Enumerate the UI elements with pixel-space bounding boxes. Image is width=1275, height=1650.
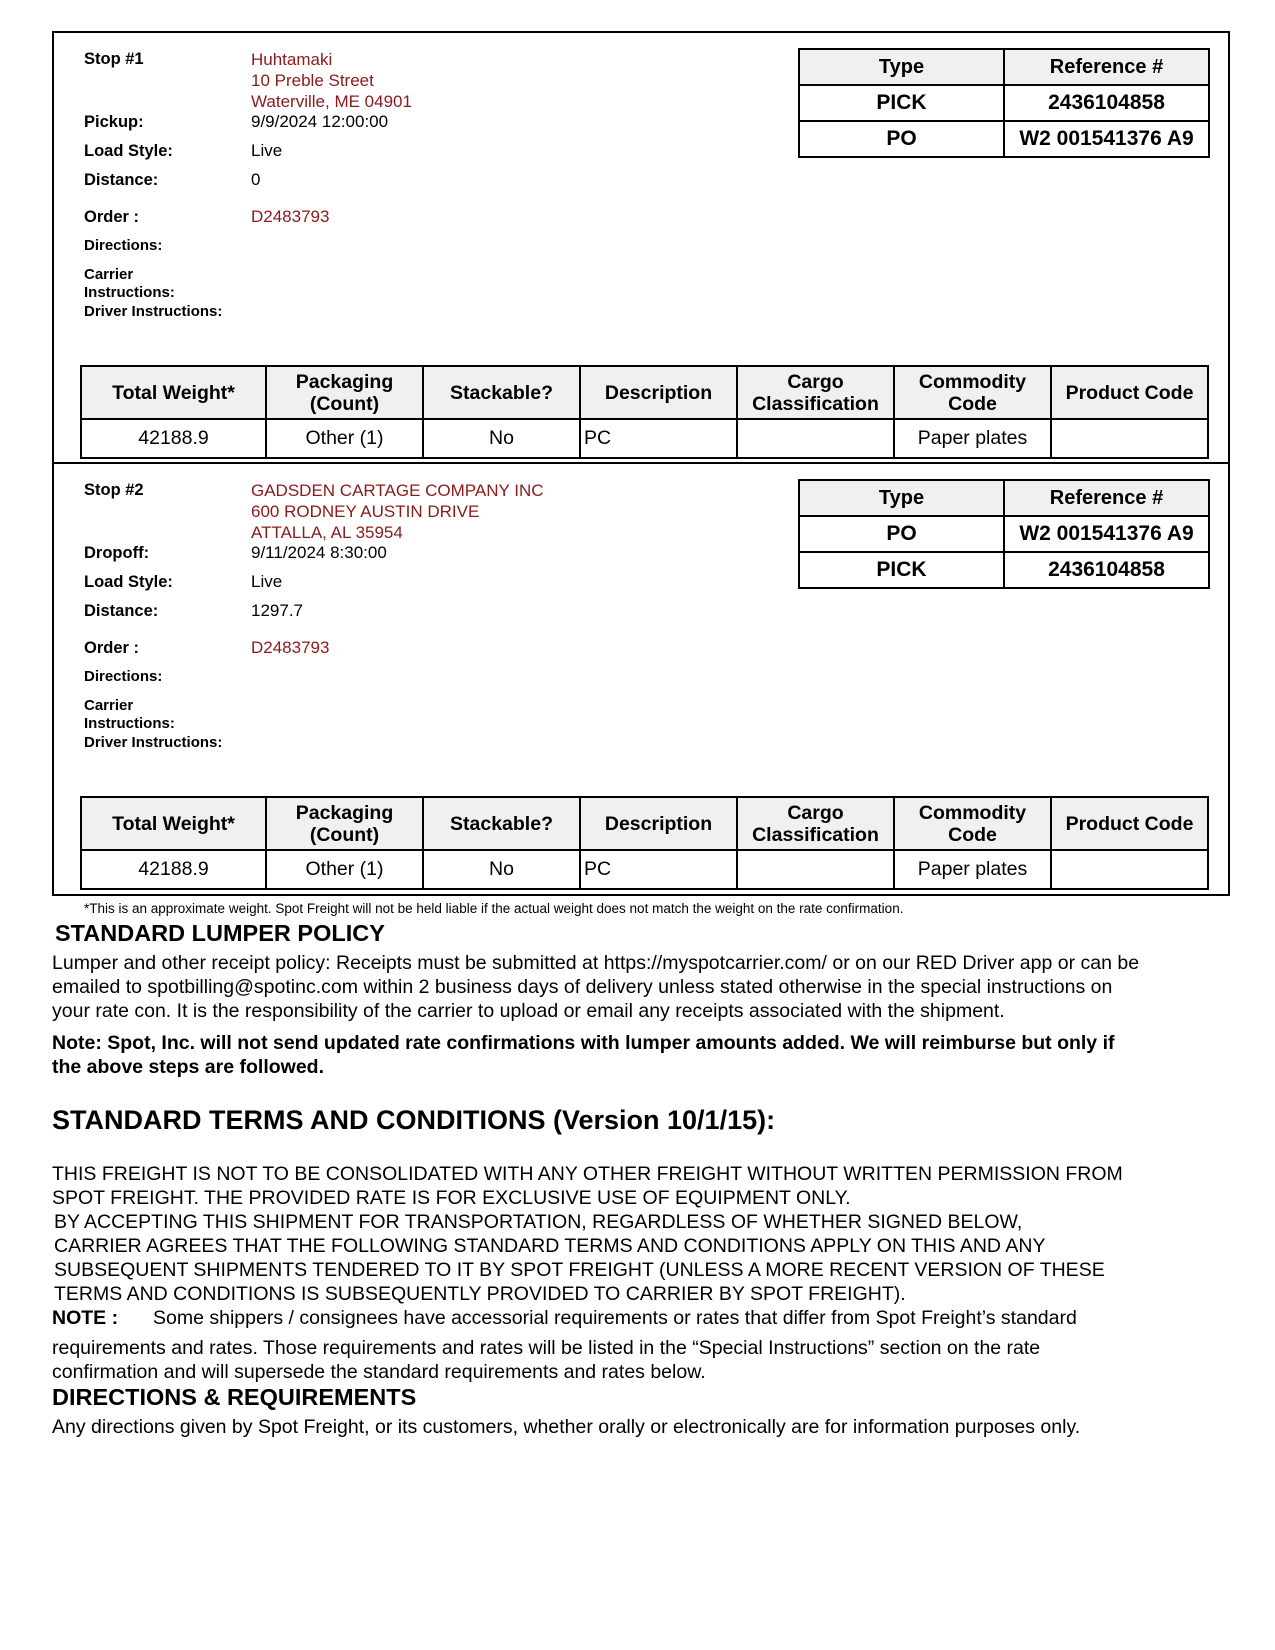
ref-number-cell: W2 001541376 A9 xyxy=(1004,516,1209,552)
cargo-header: Product Code xyxy=(1051,366,1208,419)
ref-type-cell: PO xyxy=(799,121,1004,157)
cargo-header: Total Weight* xyxy=(81,797,266,850)
stop-1-driver-label: Driver Instructions: xyxy=(84,303,223,320)
cargo-header: Commodity Code xyxy=(894,366,1051,419)
ref-header-type: Type xyxy=(799,480,1004,516)
cargo-cell xyxy=(1051,850,1208,889)
ref-number-cell: W2 001541376 A9 xyxy=(1004,121,1209,157)
lumper-heading: STANDARD LUMPER POLICY xyxy=(55,920,385,946)
cargo-cell: Paper plates xyxy=(894,419,1051,458)
cargo-header: Stackable? xyxy=(423,797,580,850)
stop-1-load-style-label: Load Style: xyxy=(84,142,173,160)
stop-1-order-label: Order : xyxy=(84,208,140,226)
stop-1-title: Stop #1 xyxy=(84,50,144,68)
cargo-header: Commodity Code xyxy=(894,797,1051,850)
ref-header-type: Type xyxy=(799,49,1004,85)
stop-2-cargo-table xyxy=(80,796,1209,890)
stop-1-time-label: Pickup: xyxy=(84,113,144,131)
stop-2-time-value: 9/11/2024 8:30:00 xyxy=(251,543,387,562)
stop-1-address2: Waterville, ME 04901 xyxy=(251,92,412,111)
lumper-note-2: the above steps are followed. xyxy=(52,1056,324,1078)
terms-note-line-2: requirements and rates. Those requirements and rates will be listed in the “Special Instructions” section on the rate xyxy=(52,1337,1041,1359)
ref-number-cell: 2436104858 xyxy=(1004,552,1209,588)
table-row xyxy=(81,419,1208,458)
table-row xyxy=(799,516,1209,552)
cargo-cell: No xyxy=(423,419,580,458)
table-row xyxy=(799,121,1209,157)
terms-note-label: NOTE : xyxy=(52,1307,119,1329)
stop-1-directions-label: Directions: xyxy=(84,237,163,254)
stop-2-address1: 600 RODNEY AUSTIN DRIVE xyxy=(251,502,480,521)
stop-2-driver-label: Driver Instructions: xyxy=(84,734,223,751)
stop-1-distance-value: 0 xyxy=(251,170,261,189)
stop-1-cargo-table xyxy=(80,365,1209,459)
stop-2-address2: ATTALLA, AL 35954 xyxy=(251,523,403,542)
stop-2-name: GADSDEN CARTAGE COMPANY INC xyxy=(251,481,544,500)
table-row xyxy=(799,85,1209,121)
cargo-header: Cargo Classification xyxy=(737,366,894,419)
ref-type-cell: PO xyxy=(799,516,1004,552)
ref-type-cell: PICK xyxy=(799,552,1004,588)
stop-1-name: Huhtamaki xyxy=(251,50,333,69)
lumper-line-1: Lumper and other receipt policy: Receipts must be submitted at https://myspotcarrier.com/ or on our RED Driver app or can be xyxy=(52,952,1140,974)
lumper-note-1: Note: Spot, Inc. will not send updated rate confirmations with lumper amounts added. We will reimburse but only if xyxy=(52,1032,1115,1054)
terms-p2-line-4: TERMS AND CONDITIONS IS SUBSEQUENTLY PROVIDED TO CARRIER BY SPOT FREIGHT). xyxy=(54,1283,906,1305)
cargo-cell xyxy=(737,850,894,889)
stop-2-carrier-label: Carrier xyxy=(84,697,134,714)
cargo-cell xyxy=(737,419,894,458)
cargo-header: Packaging (Count) xyxy=(266,797,423,850)
directions-heading: DIRECTIONS & REQUIREMENTS xyxy=(52,1384,417,1410)
stop-2-carrier-label-2: Instructions: xyxy=(84,715,175,732)
cargo-cell: Other (1) xyxy=(266,850,423,889)
cargo-cell: 42188.9 xyxy=(81,850,266,889)
table-row xyxy=(81,850,1208,889)
terms-note-line-3: confirmation and will supersede the standard requirements and rates below. xyxy=(52,1361,706,1383)
cargo-cell: Other (1) xyxy=(266,419,423,458)
stop-2-distance-label: Distance: xyxy=(84,602,159,620)
terms-p1-line-2: SPOT FREIGHT. THE PROVIDED RATE IS FOR EXCLUSIVE USE OF EQUIPMENT ONLY. xyxy=(52,1187,851,1209)
terms-p2-line-1: BY ACCEPTING THIS SHIPMENT FOR TRANSPORTATION, REGARDLESS OF WHETHER SIGNED BELOW, xyxy=(54,1211,1023,1233)
cargo-cell: PC xyxy=(580,419,737,458)
ref-type-cell: PICK xyxy=(799,85,1004,121)
stop-1-time-value: 9/9/2024 12:00:00 xyxy=(251,112,389,131)
cargo-header: Stackable? xyxy=(423,366,580,419)
cargo-header: Product Code xyxy=(1051,797,1208,850)
stop-1-reference-table xyxy=(798,48,1210,158)
ref-header-ref: Reference # xyxy=(1004,49,1209,85)
stop-1-carrier-label-2: Instructions: xyxy=(84,284,175,301)
cargo-header: Total Weight* xyxy=(81,366,266,419)
cargo-cell xyxy=(1051,419,1208,458)
cargo-header: Description xyxy=(580,366,737,419)
stop-1-carrier-label: Carrier xyxy=(84,266,134,283)
cargo-header: Packaging (Count) xyxy=(266,366,423,419)
ref-number-cell: 2436104858 xyxy=(1004,85,1209,121)
table-row xyxy=(799,552,1209,588)
stop-2-load-style-label: Load Style: xyxy=(84,573,173,591)
cargo-cell: PC xyxy=(580,850,737,889)
weight-footnote: *This is an approximate weight. Spot Freight will not be held liable if the actual weight does not match the weight on the rate confirmation. xyxy=(84,901,904,916)
cargo-header: Cargo Classification xyxy=(737,797,894,850)
stop-2-directions-label: Directions: xyxy=(84,668,163,685)
ref-header-ref: Reference # xyxy=(1004,480,1209,516)
stop-2-distance-value: 1297.7 xyxy=(251,601,303,620)
stop-1-order-value: D2483793 xyxy=(251,207,330,226)
stop-2-order-label: Order : xyxy=(84,639,140,657)
terms-p2-line-3: SUBSEQUENT SHIPMENTS TENDERED TO IT BY SPOT FREIGHT (UNLESS A MORE RECENT VERSION OF THESE xyxy=(54,1259,1105,1281)
terms-p1-line-1: THIS FREIGHT IS NOT TO BE CONSOLIDATED WITH ANY OTHER FREIGHT WITHOUT WRITTEN PERMISSION FROM xyxy=(52,1163,1123,1185)
stop-2-time-label: Dropoff: xyxy=(84,544,150,562)
stop-1-load-style-value: Live xyxy=(251,141,283,160)
stop-divider xyxy=(52,462,1230,464)
stop-1-distance-label: Distance: xyxy=(84,171,159,189)
stop-2-load-style-value: Live xyxy=(251,572,283,591)
terms-heading: STANDARD TERMS AND CONDITIONS (Version 10/1/15): xyxy=(52,1105,776,1135)
directions-line-1: Any directions given by Spot Freight, or its customers, whether orally or electronically are for information purposes only. xyxy=(52,1416,1081,1438)
terms-note-line-1: Some shippers / consignees have accessorial requirements or rates that differ from Spot Freight’s standard xyxy=(153,1307,1077,1329)
stop-2-reference-table xyxy=(798,479,1210,589)
terms-p2-line-2: CARRIER AGREES THAT THE FOLLOWING STANDARD TERMS AND CONDITIONS APPLY ON THIS AND ANY xyxy=(54,1235,1046,1257)
lumper-line-2: emailed to spotbilling@spotinc.com within 2 business days of delivery unless stated otherwise in the special instructions on xyxy=(52,976,1113,998)
stop-2-title: Stop #2 xyxy=(84,481,144,499)
stop-1-address1: 10 Preble Street xyxy=(251,71,374,90)
cargo-header: Description xyxy=(580,797,737,850)
cargo-cell: Paper plates xyxy=(894,850,1051,889)
stop-2-order-value: D2483793 xyxy=(251,638,330,657)
cargo-cell: No xyxy=(423,850,580,889)
lumper-line-3: your rate con. It is the responsibility of the carrier to upload or email any receipts associated with the shipment. xyxy=(52,1000,1005,1022)
cargo-cell: 42188.9 xyxy=(81,419,266,458)
